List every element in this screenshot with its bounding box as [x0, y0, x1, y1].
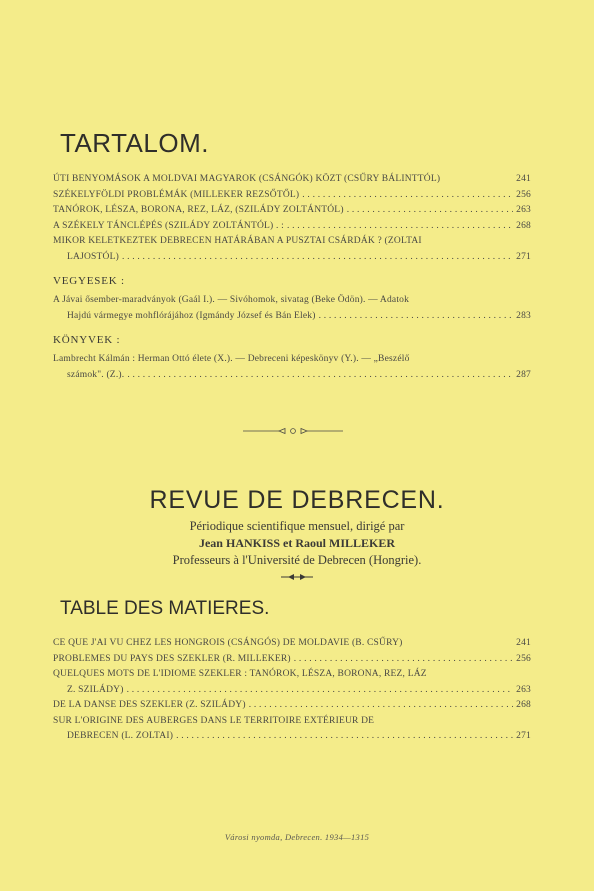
toc-entry [53, 172, 531, 188]
toc-entry-text: PROBLEMES DU PAYS DES SZEKLER (R. MILLEKER) [53, 653, 291, 664]
toc-entry [53, 714, 531, 745]
vegyesek-text-cont: Hajdú vármegye mohflórájához (Igmándy József és Bán Elek) [67, 310, 316, 321]
toc-entry-page: 263 [516, 205, 531, 215]
leader-dots [302, 188, 513, 204]
toc-entry-page: 241 [516, 638, 531, 648]
leader-dots [176, 729, 513, 745]
toc-entry-page: 271 [516, 731, 531, 741]
revue-title: REVUE DE DEBRECEN. [149, 486, 445, 514]
toc-entry-text: TANÓROK, LÉSZA, BORONA, REZ, LÁZ, (SZILÁDY ZOLTÁNTÓL) [53, 205, 344, 215]
toc-fr [53, 636, 531, 745]
leader-dots [347, 203, 513, 219]
toc-entry-text: ÚTI BENYOMÁSOK A MOLDVAI MAGYAROK (CSÁNGÓK) KÖZT (CSŰRY BÁLINTTÓL) [53, 174, 441, 184]
konyvek-block [53, 352, 531, 383]
section-heading-konyvek: KÖNYVEK : [53, 334, 121, 346]
toc-entry [53, 652, 531, 668]
leader-dots [127, 368, 513, 384]
revue-editors: Jean HANKISS et Raoul MILLEKER [198, 536, 396, 550]
konyvek-page: 287 [516, 369, 531, 380]
toc-entry-page: 256 [516, 653, 531, 664]
leader-dots [127, 683, 514, 699]
toc-entry-page: 268 [516, 220, 531, 231]
toc-entry-page: 263 [516, 684, 531, 695]
toc-entry-page: 241 [516, 174, 531, 184]
vegyesek-block [53, 293, 531, 324]
toc-entry [53, 188, 531, 204]
revue-professors: Professeurs à l'Université de Debrecen (Hongrie). [172, 553, 422, 567]
table-des-matieres-title: TABLE DES MATIERES. [60, 598, 270, 619]
toc-entry [53, 667, 531, 698]
toc-entry [53, 219, 531, 235]
revue-subtitle: Périodique scientifique mensuel, dirigé par [189, 519, 405, 533]
toc-entry-text: SUR L'ORIGINE DES AUBERGES DANS LE TERRITOIRE EXTÉRIEUR DE [53, 715, 375, 726]
toc-entry-text: CE QUE J'AI VU CHEZ LES HONGROIS (CSÁNGÓS) DE MOLDAVIE (B. CSŰRY) [53, 638, 403, 648]
leader-dots [294, 652, 513, 668]
toc-entry-page: 271 [516, 251, 531, 262]
toc-hu [53, 172, 531, 265]
printer-footer: Városi nyomda, Debrecen. 1934—1315 [224, 832, 370, 842]
toc-entry-page: 268 [516, 700, 531, 710]
toc-entry-text-cont: DEBRECEN (L. ZOLTAI) [67, 731, 174, 741]
leader-dots [287, 219, 513, 235]
toc-entry [53, 698, 531, 714]
konyvek-text-cont: számok". (Z.). [67, 369, 125, 380]
vegyesek-text: A Jávai ősember-maradványok (Gaál I.). — Sivóhomok, sivatag (Beke Ödön). — Adatok [53, 295, 410, 305]
section-heading-vegyesek: VEGYESEK : [53, 275, 125, 287]
konyvek-text: Lambrecht Kálmán : Herman Ottó élete (X.). — Debreceni képeskönyv (Y.). — „Beszélő [53, 354, 410, 364]
vegyesek-page: 283 [516, 310, 531, 321]
toc-entry [53, 636, 531, 652]
toc-entry-text: MIKOR KELETKEZTEK DEBRECEN HATÁRÁBAN A PUSZTAI CSÁRDÁK ? (ZOLTAI [53, 236, 422, 246]
toc-entry-text-cont: LAJOSTÓL) [67, 251, 119, 262]
toc-entry [53, 234, 531, 265]
divider-ornament [243, 427, 343, 435]
toc-entry-text: QUELQUES MOTS DE L'IDIOME SZEKLER : TANÓROK, LÉSZA, BORONA, REZ, LÁZ [53, 669, 427, 679]
leader-dots [319, 309, 514, 325]
toc-entry [53, 203, 531, 219]
toc-entry-page: 256 [516, 189, 531, 200]
toc-entry-text: SZÉKELYFÖLDI PROBLÉMÁK (MILLEKER REZSŐTŐL) [53, 189, 300, 200]
leader-dots [249, 698, 513, 714]
leader-dots [122, 250, 513, 266]
small-arrow-ornament [281, 573, 313, 581]
toc-title: TARTALOM. [60, 128, 209, 158]
toc-entry-text-cont: Z. SZILÁDY) [67, 684, 124, 695]
toc-entry-text: A SZÉKELY TÁNCLÉPÉS (SZILÁDY ZOLTÁNTÓL) . : [53, 220, 284, 231]
toc-entry-text: DE LA DANSE DES SZEKLER (Z. SZILÁDY) [53, 700, 246, 710]
